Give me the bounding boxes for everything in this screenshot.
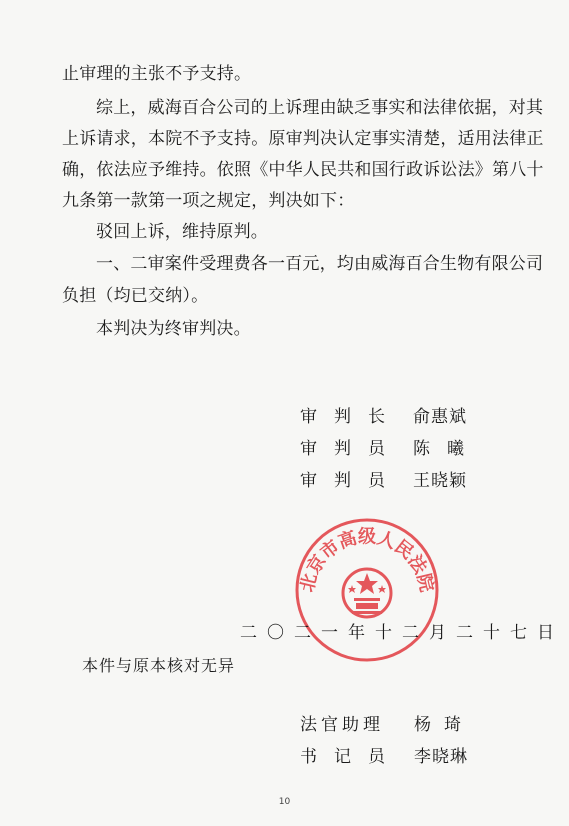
judge-role-2: 审判员 bbox=[300, 439, 402, 459]
judge-role-3: 审判员 bbox=[300, 471, 402, 491]
judge-name-2: 陈曦 bbox=[413, 439, 481, 459]
judge-name-1: 俞惠斌 bbox=[413, 407, 467, 427]
body-line-8: 负担（均已交纳）。 bbox=[62, 286, 209, 306]
body-line-9: 本判决为终审判决。 bbox=[96, 319, 251, 339]
body-line-7: 一、二审案件受理费各一百元，均由威海百合生物有限公司 bbox=[96, 254, 544, 274]
seal-text: 北京市高级人民法院 bbox=[296, 526, 438, 595]
judgment-date: 二〇二一年十二月二十七日 bbox=[240, 623, 564, 643]
judge-role-1: 审判长 bbox=[300, 407, 402, 427]
judge-name-3: 王晓颖 bbox=[413, 471, 467, 491]
body-line-4: 确，依法应予维持。依照《中华人民共和国行政诉讼法》第八十 bbox=[62, 160, 544, 180]
body-line-3: 上诉请求，本院不予支持。原审判决认定事实清楚，适用法律正 bbox=[62, 129, 544, 149]
page-number: 10 bbox=[278, 797, 291, 807]
body-line-5: 九条第一款第一项之规定，判决如下： bbox=[62, 191, 355, 211]
clerk-role-2: 书记员 bbox=[300, 747, 402, 767]
clerk-role-1: 法官助理 bbox=[300, 715, 384, 735]
copy-verification-note: 本件与原本核对无异 bbox=[82, 656, 236, 675]
body-line-6: 驳回上诉，维持原判。 bbox=[96, 222, 268, 242]
body-line-1: 止审理的主张不予支持。 bbox=[62, 64, 252, 84]
clerk-name-1: 杨琦 bbox=[414, 715, 474, 735]
clerk-name-2: 李晓琳 bbox=[414, 747, 468, 767]
body-line-2: 综上，威海百合公司的上诉理由缺乏事实和法律依据，对其 bbox=[96, 98, 544, 118]
